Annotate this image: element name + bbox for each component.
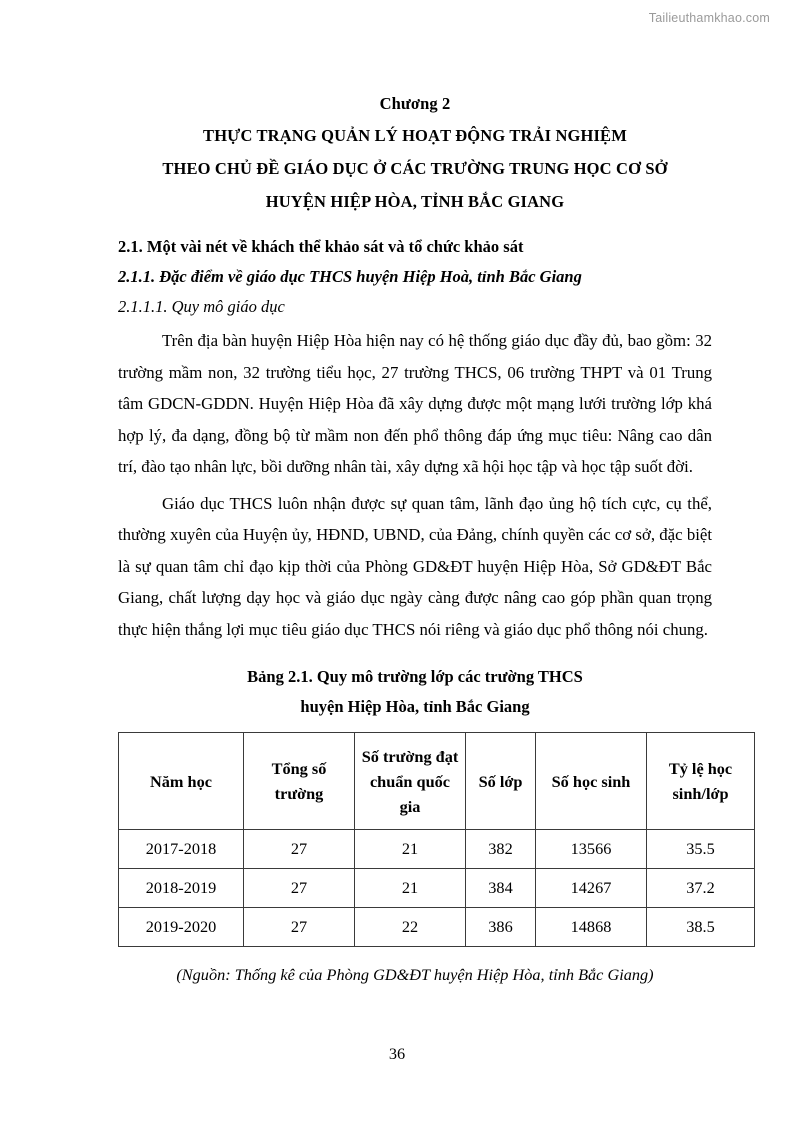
- table-cell-year: 2018-2019: [119, 869, 244, 908]
- table-cell-std: 21: [355, 830, 466, 869]
- table-header-tong-so: Tổng số trường: [244, 733, 355, 830]
- table-cell-ratio: 35.5: [647, 830, 755, 869]
- table-header-nam-hoc: Năm học: [119, 733, 244, 830]
- table-caption-line-1: Bảng 2.1. Quy mô trường lớp các trường THCS: [247, 667, 583, 686]
- table-cell-ratio: 37.2: [647, 869, 755, 908]
- chapter-label: Chương 2: [379, 94, 451, 113]
- table-cell-class: 382: [466, 830, 536, 869]
- table-cell-ratio: 38.5: [647, 908, 755, 947]
- table-cell-std: 22: [355, 908, 466, 947]
- table-cell-stu: 14868: [536, 908, 647, 947]
- table-caption-line-2: huyện Hiệp Hòa, tỉnh Bắc Giang: [300, 697, 530, 716]
- table-header-dat-chuan: Số trường đạt chuẩn quốc gia: [355, 733, 466, 830]
- chapter-title-line-2: THEO CHỦ ĐỀ GIÁO DỤC Ở CÁC TRƯỜNG TRUNG HỌC CƠ SỞ: [162, 159, 668, 178]
- body-paragraph-2: Giáo dục THCS luôn nhận được sự quan tâm, lãnh đạo ủng hộ tích cực, cụ thể, thường xuyên của Huyện ủy, HĐND, UBND, của Đảng, chính quyền các cơ sở, đặc biệt là sự quan tâm chỉ đạo kịp thời của Phòng GD&ĐT huyện Hiệp Hòa, Sở GD&ĐT Bắc Giang, chất lượng dạy học và giáo dục ngày càng được nâng cao góp phần quan trọng thực hiện thắng lợi mục tiêu giáo dục THCS nói riêng và giáo dục phổ thông nói chung.: [118, 493, 712, 639]
- table-header-so-hoc-sinh: Số học sinh: [536, 733, 647, 830]
- section-heading-2-1: 2.1. Một vài nét về khách thể khảo sát và tổ chức khảo sát: [118, 237, 524, 256]
- section-heading-2-1-1-1: 2.1.1.1. Quy mô giáo dục: [118, 297, 285, 316]
- body-paragraph-1: Trên địa bàn huyện Hiệp Hòa hiện nay có hệ thống giáo dục đầy đủ, bao gồm: 32 trường mầm non, 32 trường tiểu học, 27 trường THCS, 06 trường THPT và 01 Trung tâm GDCN-GDDN. Huyện Hiệp Hòa đã xây dựng được một mạng lưới trường lớp khá hợp lý, đa dạng, đồng bộ từ mầm non đến phổ thông đáp ứng mục tiêu: Nâng cao dân trí, đào tạo nhân lực, bồi dưỡng nhân tài, xây dựng xã hội học tập và học tập suốt đời.: [118, 331, 712, 476]
- table-header-ty-le: Tỷ lệ học sinh/lớp: [647, 733, 755, 830]
- table-header-so-lop: Số lớp: [466, 733, 536, 830]
- watermark: Tailieuthamkhao.com: [648, 11, 770, 25]
- table-cell-total: 27: [244, 869, 355, 908]
- table-row: [119, 869, 755, 908]
- table-row: [119, 908, 755, 947]
- table-cell-total: 27: [244, 908, 355, 947]
- table-source-note: (Nguồn: Thống kê của Phòng GD&ĐT huyện Hiệp Hòa, tỉnh Bắc Giang): [176, 965, 654, 984]
- chapter-title-line-1: THỰC TRẠNG QUẢN LÝ HOẠT ĐỘNG TRẢI NGHIỆM: [203, 126, 627, 145]
- table-cell-class: 384: [466, 869, 536, 908]
- section-heading-2-1-1: 2.1.1. Đặc điểm về giáo dục THCS huyện Hiệp Hoà, tỉnh Bắc Giang: [118, 267, 582, 286]
- school-scale-table: [118, 732, 755, 947]
- table-cell-std: 21: [355, 869, 466, 908]
- table-cell-stu: 13566: [536, 830, 647, 869]
- table-header-row: [119, 733, 755, 830]
- page-content: [118, 88, 733, 989]
- table-cell-stu: 14267: [536, 869, 647, 908]
- chapter-title-line-3: HUYỆN HIỆP HÒA, TỈNH BẮC GIANG: [265, 192, 565, 211]
- table-cell-year: 2017-2018: [119, 830, 244, 869]
- table-row: [119, 830, 755, 869]
- page-number: 36: [388, 1044, 406, 1063]
- table-cell-year: 2019-2020: [119, 908, 244, 947]
- table-cell-class: 386: [466, 908, 536, 947]
- table-cell-total: 27: [244, 830, 355, 869]
